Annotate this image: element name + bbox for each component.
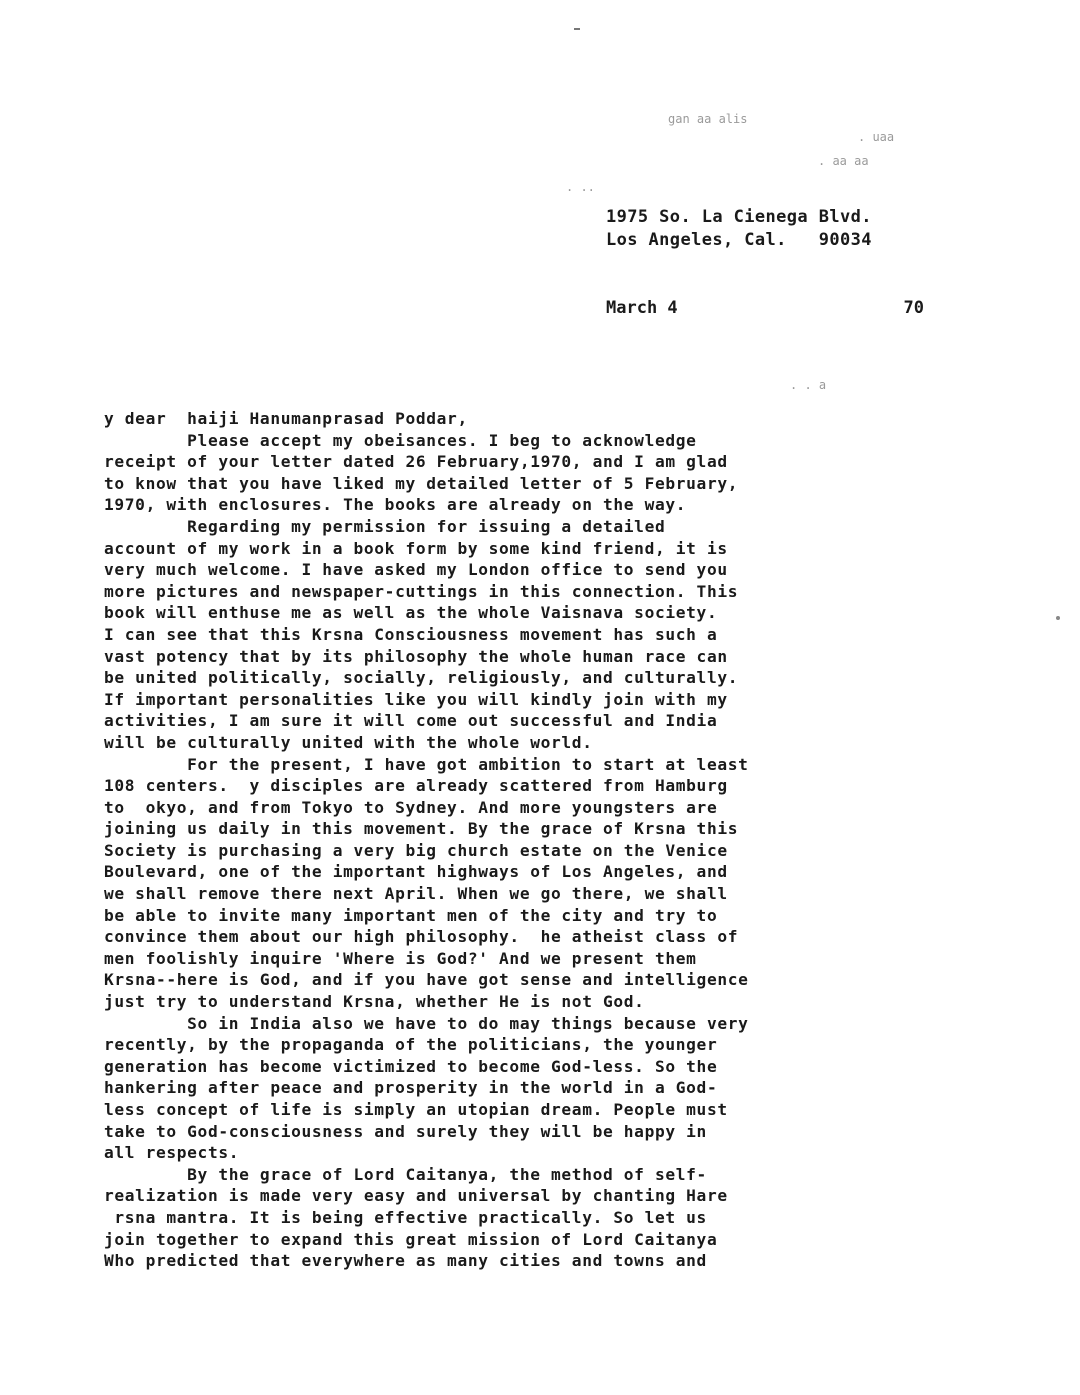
address-line-2: Los Angeles, Cal. 90034 <box>606 230 872 250</box>
scan-mark <box>1056 616 1060 620</box>
body-line: Regarding my permission for issuing a detailed <box>104 516 666 536</box>
faint-letterhead-text: . . a <box>790 378 827 392</box>
body-line: receipt of your letter dated 26 February,1970, and I am glad <box>104 452 728 472</box>
body-line: very much welcome. I have asked my London office to send you <box>104 560 728 580</box>
body-line: recently, by the propaganda of the politicians, the younger <box>104 1035 718 1055</box>
body-line: book will enthuse me as well as the whole Vaisnava society. <box>104 603 718 623</box>
body-line: Please accept my obeisances. I beg to acknowledge <box>104 430 697 450</box>
body-line: activities, I am sure it will come out successful and India <box>104 711 718 731</box>
body-line: I can see that this Krsna Consciousness movement has such a <box>104 624 718 644</box>
body-line: to okyo, and from Tokyo to Sydney. And more youngsters are <box>104 797 718 817</box>
body-line: be united politically, socially, religiously, and culturally. <box>104 668 739 688</box>
body-line: If important personalities like you will kindly join with my <box>104 689 728 709</box>
body-line: Boulevard, one of the important highways of Los Angeles, and <box>104 862 728 882</box>
body-line: joining us daily in this movement. By the grace of Krsna this <box>104 819 739 839</box>
faint-letterhead-text: gan aa alis <box>668 112 748 126</box>
body-line: join together to expand this great mission of Lord Caitanya <box>104 1229 718 1249</box>
body-line: For the present, I have got ambition to start at least <box>104 754 749 774</box>
body-line: 108 centers. y disciples are already scattered from Hamburg <box>104 776 728 796</box>
sender-address <box>606 206 872 252</box>
body-line: to know that you have liked my detailed letter of 5 February, <box>104 473 739 493</box>
body-line: So in India also we have to do may things because very <box>104 1013 749 1033</box>
body-line: will be culturally united with the whole world. <box>104 732 593 752</box>
date-month-day: March 4 <box>606 298 678 318</box>
faint-letterhead-text: . aa aa <box>818 154 869 168</box>
salutation-line: y dear haiji Hanumanprasad Poddar, <box>104 409 468 428</box>
body-line: account of my work in a book form by some kind friend, it is <box>104 538 728 558</box>
body-line: Society is purchasing a very big church estate on the Venice <box>104 840 728 860</box>
body-line: 1970, with enclosures. The books are already on the way. <box>104 495 687 515</box>
body-line: less concept of life is simply an utopian dream. People must <box>104 1100 728 1119</box>
body-line: we shall remove there next April. When we go there, we shall <box>104 884 728 904</box>
body-line: realization is made very easy and universal by chanting Hare <box>104 1186 728 1206</box>
body-line: vast potency that by its philosophy the whole human race can <box>104 646 728 666</box>
date-year: 70 <box>903 298 924 318</box>
faint-letterhead-text: . .. <box>566 180 595 194</box>
address-line-1: 1975 So. La Cienega Blvd. <box>606 207 872 227</box>
body-line: more pictures and newspaper-cuttings in this connection. This <box>104 581 739 601</box>
scan-mark <box>574 28 580 30</box>
body-line: convince them about our high philosophy. he atheist class of <box>104 927 739 947</box>
body-line: hankering after peace and prosperity in the world in a God- <box>104 1078 718 1098</box>
body-line: generation has become victimized to become God-less. So the <box>104 1056 718 1076</box>
body-line: be able to invite many important men of the city and try to <box>104 905 718 925</box>
body-line: rsna mantra. It is being effective practically. So let us <box>104 1207 707 1227</box>
body-line: men foolishly inquire 'Where is God?' And we present them <box>104 948 697 968</box>
body-line: Who predicted that everywhere as many cities and towns and <box>104 1251 707 1271</box>
body-line: take to God-consciousness and surely they will be happy in <box>104 1121 707 1141</box>
body-line: By the grace of Lord Caitanya, the method of self- <box>104 1164 707 1184</box>
body-line: Krsna--here is God, and if you have got sense and intelligence <box>104 970 749 990</box>
body-line: all respects. <box>104 1143 240 1163</box>
body-line: just try to understand Krsna, whether He is not God. <box>104 992 645 1012</box>
faint-letterhead-text: . uaa <box>858 130 895 144</box>
letter-body <box>104 408 944 1272</box>
